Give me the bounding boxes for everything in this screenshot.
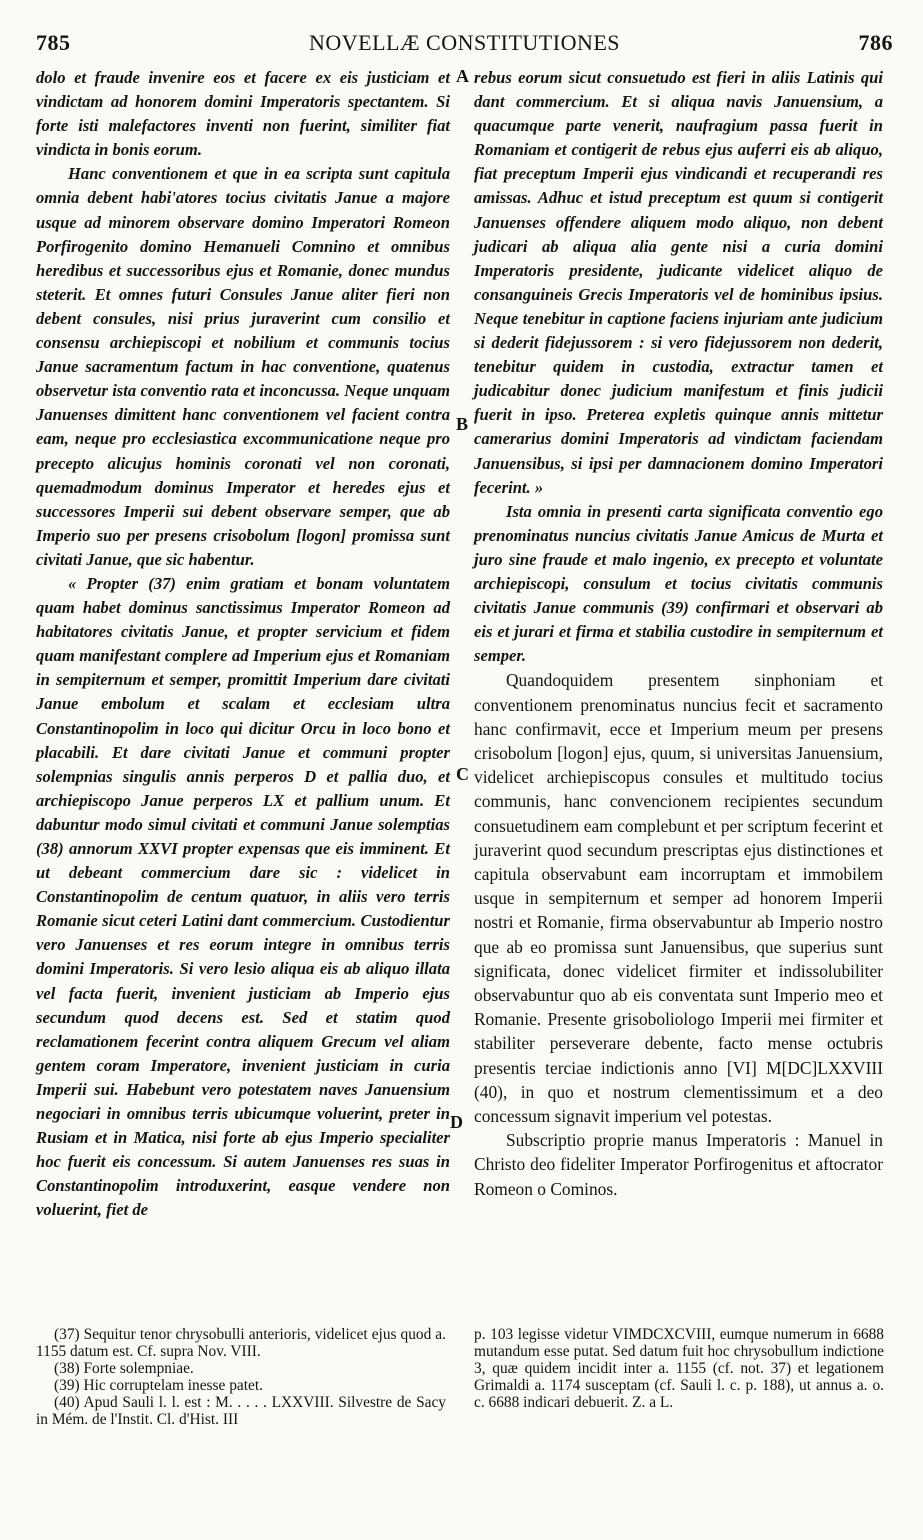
footnote-39: (39) Hic corruptelam inesse patet. <box>54 1377 263 1394</box>
footnote-38: (38) Forte solempniae. <box>54 1360 194 1377</box>
page-number-left: 785 <box>36 30 71 55</box>
footnote-40: (40) Apud Sauli l. l. est : M. . . . . LXXVIII. Silvestre de Sacy in Mém. de l'Instit. Cl. d'Hist. III <box>36 1394 446 1428</box>
right-paragraph-1: rebus eorum sicut consuetudo est fieri in aliis Latinis qui dant commercium. Et si aliqua navis Januensium, a quacumque parte venerit, naufragium passa fuerit in Romaniam et contigerit de rebus ejus auferri eis ab aliquo, fiat preceptum Imperii ejus vindicandi et recuperandi res amissas. Adhuc et istud preceptum est quum si contigerit Januenses offendere aliquem modo aliquo, non debent judicari ab aliqua alia gente nisi a curia domini Imperatoris presidente, judicante videlicet aliquo de consanguineis Grecis Imperatoris vel de hominibus ipsius. Neque tenebitur in captione faciens injuriam ante judicium si dederit fidejussorem : si vero fidejussorem non dederit, tenebitur quidem in custodia, extractur tamen et judicabitur donec judicium manifestum et finis judicii fuerit in ipso. Preterea expletis quinque annis mittetur camerarius domini Imperatoris ad vindictam faciendam Januensibus, si ipsi per damnacionem domino Imperatori fecerint. » <box>474 68 883 497</box>
margin-marker-a: A <box>456 66 469 86</box>
running-title: NOVELLÆ CONSTITUTIONES <box>308 30 621 55</box>
running-header <box>36 30 893 64</box>
page-number-right: 786 <box>858 30 893 55</box>
right-column <box>474 66 883 1201</box>
footnotes-right <box>474 1326 884 1411</box>
footnotes-left <box>36 1326 446 1428</box>
right-paragraph-2: Ista omnia in presenti carta significata conventio ego prenominatus nuncius civitatis Janue Amicus de Murta et juro sine fraude et malo ingenio, ex precepto et voluntate archiepiscopi, consulum et tocius civitatis communis civitatis Janue communis (39) confirmari et observari ab eis et jurari et firma et stabilia custodire in sempiternum et semper. <box>474 501 883 666</box>
left-paragraph-2: Hanc conventionem et que in ea scripta sunt capitula omnia debent habi'atores tocius civitatis Janue a majore usque ad minorem observare domino Imperatori Romeon Porfirogenito domino Hemanueli Comnino et omnibus heredibus et successoribus ejus et Romanie, donec mundus steterit. Et omnes futuri Consules Janue aliter fieri non debent consules, nisi prius juraverint cum consilio et consensu archiepiscopi et nobilium et communis tocius Janue sacramentum factum in hac conventione, quatenus observetur ista conventio rata et inconcussa. Neque unquam Januenses dimittent hanc conventionem vel facient contra eam, neque pro ecclesiastica excommunicatione neque pro precepto alicujus hominis coronati vel non coronati, quemadmodum dominus Imperator et heredes ejus et successores Imperii sui debent observare semper, que ab Imperio suo per presens crisobolum [logon] promissa sunt civitati Janue, que sic habentur. <box>36 164 450 569</box>
left-column <box>36 66 450 1223</box>
right-paragraph-4: Subscriptio proprie manus Imperatoris : Manuel in Christo deo fideliter Imperator Porfirogenitus et aftocrator Romeon o Cominos. <box>474 1130 883 1199</box>
footnote-37: (37) Sequitur tenor chrysobulli anterioris, videlicet ejus quod a. 1155 datum est. Cf. supra Nov. VIII. <box>36 1326 446 1360</box>
margin-marker-d: D <box>450 1112 463 1132</box>
margin-marker-c: C <box>456 764 469 784</box>
left-paragraph-1: dolo et fraude invenire eos et facere ex eis justiciam et vindictam ad honorem domini Imperatoris spectantem. Si forte isti malefactores inventi non fuerint, similiter fiat vindicta in bonis eorum. <box>36 68 450 160</box>
left-paragraph-3: « Propter (37) enim gratiam et bonam voluntatem quam habet dominus sanctissimus Imperator Romeon ad habitatores civitatis Janue, et propter servicium et fidem quam manifestant complere ad Imperium ejus et Romaniam in sempiternum et semper, promittit Imperium dare civitati Janue embolum et scalam et ecclesiam ultra Constantinopolim in loco qui dicitur Orcu in loco bono et placabili. Et dare civitati Janue et communi propter solempnias singulis annis perperos D et pallia duo, et archiepiscopo Janue perperos LX et pallium unum. Et dabuntur modo simul civitati et communi Janue solemptias (38) annorum XXVI propter expensas que eis imminent. Et ut debeant commercium dare sic : videlicet in Constantinopolim de centum quatuor, in aliis vero terris Romanie sicut ceteri Latini dant commercium. Custodientur vero Januenses et res eorum integre in omnibus terris domini Imperatoris. Si vero lesio aliqua eis ab aliquo illata vel facta fuerit, invenient justiciam ab Imperio ejus secundum quod decens est. Sed et statim quod reclamationem fecerint contra aliquem Grecum vel aliam gentem coram Imperatore, invenient justiciam in curia Imperii sui. Habebunt vero potestatem naves Januensium negociari in omnibus terris ubicumque voluerint, preter in Rusiam et in Matica, nisi forte ab ejus Imperio specialiter hoc fuerit eis concessum. Si autem Januenses res suas in Constantinopolim introduxerint, easque vendere non voluerint, fiet de <box>36 573 450 1220</box>
right-paragraph-3: Quandoquidem presentem sinphoniam et conventionem prenominatus nuncius fecit et sacramento hanc confirmavit, ecce et Imperium meum per presens crisobolum [logon] ejus, quum, si universitas Januensium, videlicet archiepiscopus consules et multitudo tocius communis, hanc convencionem recipientes secundum consuetudinem eam complebunt et per scriptum fecerint et juraverint quod secundum prescriptas ejus distinctiones et capitula observabunt eam incorruptam et immobilem usque in sempiternum et semper ad honorem Imperii nostri et Romanie, firma observabuntur ab Imperio nostro que ab eo promissa sunt Januensibus, que superius sunt significata, donec videlicet firmiter et indissolubiliter observabuntur quo ab eis conventata sunt Imperio meo et Romanie. Presente grisoboliologo Imperii mei firmiter et stabiliter perseverare debente, facto mense octubris presentis terciae indictionis anno [VI] M[DC]LXXVIII (40), in quo et nostrum clementissimum et a deo concessum signavit imperium vel potestas. <box>474 670 883 1126</box>
margin-marker-b: B <box>456 414 469 434</box>
footnote-40-continued: p. 103 legisse videtur VIMDCXCVIII, eumque numerum in 6688 mutandum esse putat. Sed datum fuit hoc chrysobullum indictione 3, quæ quidem incidit inter a. 1155 (cf. not. 37) et legationem Grimaldi a. 1174 susceptam (cf. Sauli l. c. p. 188), ut annus a. o. c. 6688 indicari debuerit. Z. a L. <box>474 1326 884 1411</box>
